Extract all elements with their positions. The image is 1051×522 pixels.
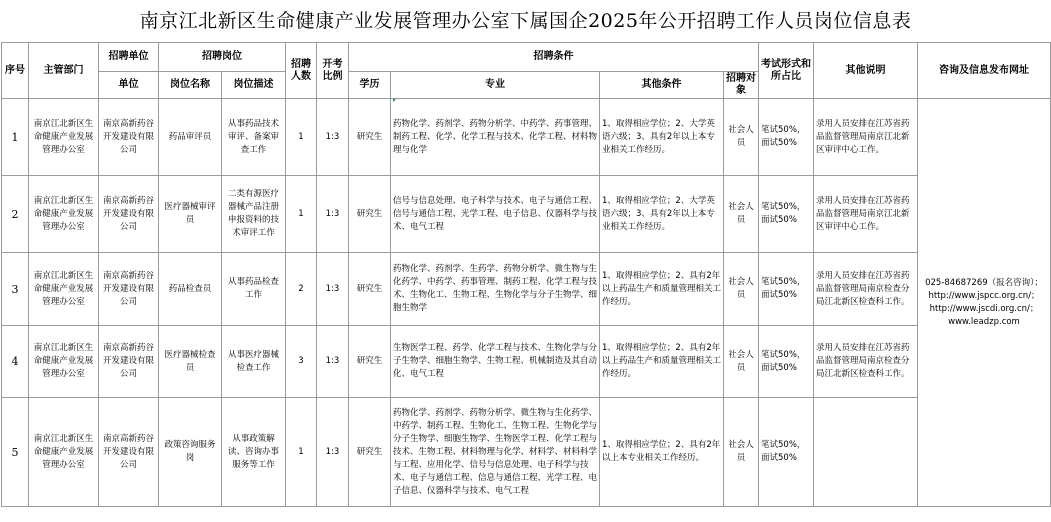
cell-note[interactable]: 录用人员安排在江苏省药品监督管理局南京检查分局江北新区检查科工作。 [814, 253, 918, 326]
cell-unit[interactable]: 南京高新药谷开发建设有限公司 [99, 99, 159, 176]
header-post-name: 岗位名称 [159, 72, 222, 99]
header-post-desc: 岗位描述 [222, 72, 286, 99]
cell-post-name[interactable]: 药品审评员 [159, 99, 222, 176]
cell-target[interactable]: 社会人员 [724, 99, 759, 176]
header-ratio: 开考比例 [317, 43, 349, 99]
cell-post-desc[interactable]: 从事药品检查工作 [222, 253, 286, 326]
cell-major[interactable]: 生物医学工程、药学、化学工程与技术、生物化学与分子生物学、细胞生物学、生物工程、机械制造及其自动化、电气工程 [391, 326, 600, 398]
header-major: 专业 [391, 72, 600, 99]
cell-note[interactable] [814, 398, 918, 507]
cell-post-name[interactable]: 药品检查员 [159, 253, 222, 326]
cell-ratio[interactable]: 1:3 [317, 326, 349, 398]
cell-dept[interactable]: 南京江北新区生命健康产业发展管理办公室 [29, 176, 99, 253]
cell-major[interactable]: 药物化学、药剂学、药物分析学、中药学、药事管理、制药工程、化学、化学工程与技术、化学工程、材料物理与化学 [391, 99, 600, 176]
cell-post-name[interactable]: 医疗器械检查员 [159, 326, 222, 398]
cell-unit[interactable]: 南京高新药谷开发建设有限公司 [99, 326, 159, 398]
contact-site-1: http://www.jspcc.org.cn/； [928, 290, 1040, 301]
cell-major[interactable]: 药物化学、药剂学、生药学、药物分析学、微生物与生化药学、中药学、药事管理、制药工程、化学工程与技术、生物化工、生物工程、生物化学与分子生物学、细胞生物学 [391, 253, 600, 326]
cell-post-desc[interactable]: 从事医疗器械检查工作 [222, 326, 286, 398]
cell-dept[interactable]: 南京江北新区生命健康产业发展管理办公室 [29, 398, 99, 507]
cell-seq[interactable]: 5 [2, 398, 29, 507]
cell-post-desc[interactable]: 从事药品技术审评、备案审查工作 [222, 99, 286, 176]
cell-dept[interactable]: 南京江北新区生命健康产业发展管理办公室 [29, 253, 99, 326]
header-unit: 单位 [99, 72, 159, 99]
cell-edu[interactable]: 研究生 [349, 176, 391, 253]
cell-seq[interactable]: 4 [2, 326, 29, 398]
cell-count[interactable]: 1 [286, 398, 317, 507]
cell-exam[interactable]: 笔试50%，面试50% [759, 99, 814, 176]
header-post-group: 招聘岗位 [159, 43, 286, 72]
header-other: 其他说明 [814, 43, 918, 99]
cell-seq[interactable]: 3 [2, 253, 29, 326]
header-target: 招聘对象 [724, 72, 759, 99]
header-seq: 序号 [2, 43, 29, 99]
cell-ratio[interactable]: 1:3 [317, 99, 349, 176]
cell-unit[interactable]: 南京高新药谷开发建设有限公司 [99, 176, 159, 253]
header-cond-group: 招聘条件 [349, 43, 759, 72]
cell-note[interactable]: 录用人员安排在江苏省药品监督管理局南京检查分局江北新区检查科工作。 [814, 326, 918, 398]
header-count: 招聘人数 [286, 43, 317, 99]
cell-count[interactable]: 1 [286, 176, 317, 253]
cell-exam[interactable]: 笔试50%，面试50% [759, 253, 814, 326]
cell-target[interactable]: 社会人员 [724, 253, 759, 326]
cell-other-cond[interactable]: 1、取得相应学位；2、具有2年以上药品生产和质量管理相关工作经历。 [600, 253, 724, 326]
cell-target[interactable]: 社会人员 [724, 398, 759, 507]
cell-count[interactable]: 2 [286, 253, 317, 326]
cell-edu[interactable]: 研究生 [349, 398, 391, 507]
cell-post-desc[interactable]: 从事政策解读、咨询办事服务等工作 [222, 398, 286, 507]
table-row [2, 253, 1051, 326]
cell-target[interactable]: 社会人员 [724, 326, 759, 398]
cell-other-cond[interactable]: 1、取得相应学位；2、大学英语六级；3、具有2年以上本专业相关工作经历。 [600, 176, 724, 253]
table-row [2, 326, 1051, 398]
cell-contact[interactable] [918, 99, 1051, 507]
cell-ratio[interactable]: 1:3 [317, 398, 349, 507]
cell-count[interactable]: 3 [286, 326, 317, 398]
cell-edu[interactable]: 研究生 [349, 253, 391, 326]
cell-other-cond[interactable]: 1、取得相应学位；2、大学英语六级；3、具有2年以上本专业相关工作经历。 [600, 99, 724, 176]
header-dept: 主管部门 [29, 43, 99, 99]
header-unit-group: 招聘单位 [99, 43, 159, 72]
table-row [2, 398, 1051, 507]
header-row-1 [2, 43, 1051, 72]
contact-site-2: http://www.jscdi.org.cn/；www.leadzp.com [929, 303, 1039, 327]
cell-exam[interactable]: 笔试50%，面试50% [759, 176, 814, 253]
sheet-title: 南京江北新区生命健康产业发展管理办公室下属国企2025年公开招聘工作人员岗位信息表 [139, 10, 912, 32]
cell-other-cond[interactable]: 1、取得相应学位；2、具有2年以上本专业相关工作经历。 [600, 398, 724, 507]
contact-phone: 025-84687269（报名咨询）； [925, 277, 1043, 288]
cell-edu[interactable]: 研究生 [349, 99, 391, 176]
cell-post-name[interactable]: 政策咨询服务岗 [159, 398, 222, 507]
cell-ratio[interactable]: 1:3 [317, 176, 349, 253]
cell-major[interactable]: 信号与信息处理、电子科学与技术、电子与通信工程、信号与通信工程、光学工程、电子信息、仪器科学与技术、电气工程 [391, 176, 600, 253]
header-edu: 学历 [349, 72, 391, 99]
cell-dept[interactable]: 南京江北新区生命健康产业发展管理办公室 [29, 326, 99, 398]
cell-dept[interactable]: 南京江北新区生命健康产业发展管理办公室 [29, 99, 99, 176]
table-row [2, 99, 1051, 176]
cell-unit[interactable]: 南京高新药谷开发建设有限公司 [99, 398, 159, 507]
cell-exam[interactable]: 笔试50%，面试50% [759, 326, 814, 398]
cell-note[interactable]: 录用人员安排在江苏省药品监督管理局南京江北新区审评中心工作。 [814, 99, 918, 176]
cell-major[interactable]: 药物化学、药剂学、药物分析学、微生物与生化药学、中药学、制药工程、生物化工、生物工程、生物化学与分子生物学、细胞生物学、生物医学工程、化学工程与技术、生物工程、材料物理与化学、材料学、材料科学与工程、应用化学、信号与信息处理、电子科学与技术、电子与通信工程、信息与通信工程、光学工程、电子信息、仪器科学与技术、电气工程 [391, 398, 600, 507]
cell-target[interactable]: 社会人员 [724, 176, 759, 253]
cell-count[interactable]: 1 [286, 99, 317, 176]
cell-note[interactable]: 录用人员安排在江苏省药品监督管理局南京江北新区审评中心工作。 [814, 176, 918, 253]
cell-ratio[interactable]: 1:3 [317, 253, 349, 326]
cell-post-desc[interactable]: 二类有源医疗器械产品注册申报资料的技术审评工作 [222, 176, 286, 253]
cell-unit[interactable]: 南京高新药谷开发建设有限公司 [99, 253, 159, 326]
recruitment-table [1, 42, 1051, 507]
cell-post-name[interactable]: 医疗器械审评员 [159, 176, 222, 253]
cell-edu[interactable]: 研究生 [349, 326, 391, 398]
cell-exam[interactable]: 笔试50%，面试50% [759, 398, 814, 507]
header-exam: 考试形式和所占比 [759, 43, 814, 99]
header-contact: 咨询及信息发布网址 [918, 43, 1051, 99]
header-other-cond: 其他条件 [600, 72, 724, 99]
cell-seq[interactable]: 2 [2, 176, 29, 253]
cell-seq[interactable]: 1 [2, 99, 29, 176]
cell-other-cond[interactable]: 1、取得相应学位；2、具有2年以上药品生产和质量管理相关工作经历。 [600, 326, 724, 398]
table-row [2, 176, 1051, 253]
